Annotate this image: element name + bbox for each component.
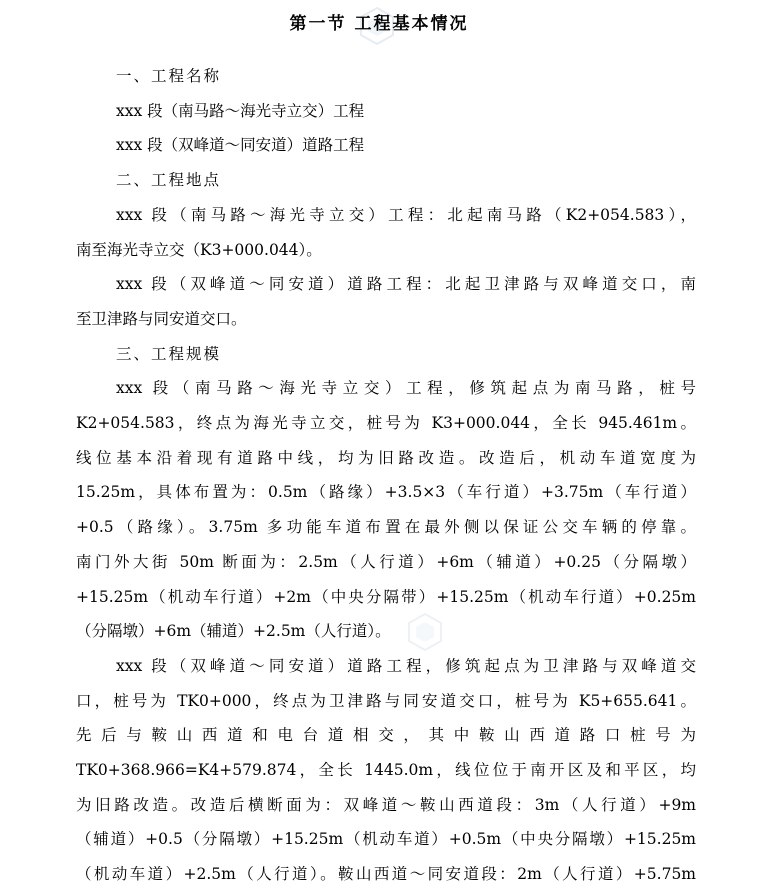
text-line: 15.25m，具体布置为：0.5m（路缘）+3.5×3（车行道）+3.75m（车行道） [76,483,696,502]
text-line: xxx 段（双峰道～同安道）道路工程，修筑起点为卫津路与双峰道交 [116,656,696,675]
text-line: TK0+368.966=K4+579.874，全长 1445.0m，线位位于南开区及和平区，均 [76,761,696,779]
text-line: xxx 段（南马路～海光寺立交）工程，修筑起点为南马路，桩号 [116,379,696,398]
text-line: +0.5（路缘）。3.75m 多功能车道布置在最外侧以保证公交车辆的停靠。 [76,518,696,537]
section-heading: 三、工程规模 [116,344,222,363]
text-line: xxx 段（南马路～海光寺立交）工程 [116,101,365,120]
text-line: +15.25m（机动车行道）+2m（中央分隔带）+15.25m（机动车行道）+0.25m [76,587,696,606]
text-line: （机动车道）+2.5m（人行道）。鞍山西道～同安道段：2m（人行道）+5.75m [76,865,696,884]
text-line: 南门外大街 50m 断面为：2.5m（人行道）+6m（辅道）+0.25（分隔墩） [76,552,696,571]
text-line: 口，桩号为 TK0+000，终点为卫津路与同安道交口，桩号为 K5+655.641。 [76,691,696,710]
text-line: xxx 段（双峰道～同安道）道路工程 [116,136,365,155]
text-line: 为旧路改造。改造后横断面为：双峰道～鞍山西道段：3m（人行道）+9m [76,795,696,814]
text-line: xxx 段（双峰道～同安道）道路工程：北起卫津路与双峰道交口，南 [116,275,696,294]
text-line: 先后与鞍山西道和电台道相交，其中鞍山西道路口桩号为 [76,726,696,745]
text-line: （分隔墩）+6m（辅道）+2.5m（人行道）。 [76,622,391,641]
text-line: K2+054.583，终点为海光寺立交，桩号为 K3+000.044，全长 945.461m。 [76,414,696,432]
text-line: xxx 段（南马路～海光寺立交）工程：北起南马路（K2+054.583）， [116,205,696,224]
section-heading: 一、工程名称 [116,67,222,85]
text-line: 南至海光寺立交（K3+000.044）。 [76,240,322,259]
text-line: 线位基本沿着现有道路中线，均为旧路改造。改造后，机动车道宽度为 [76,448,696,467]
section-title: 第一节 工程基本情况 [289,14,469,34]
section-heading: 二、工程地点 [116,171,222,190]
text-line: （辅道）+0.5（分隔墩）+15.25m（机动车道）+0.5m（中央分隔墩）+15.25m [76,830,696,849]
text-line: 至卫津路与同安道交口。 [76,309,247,328]
